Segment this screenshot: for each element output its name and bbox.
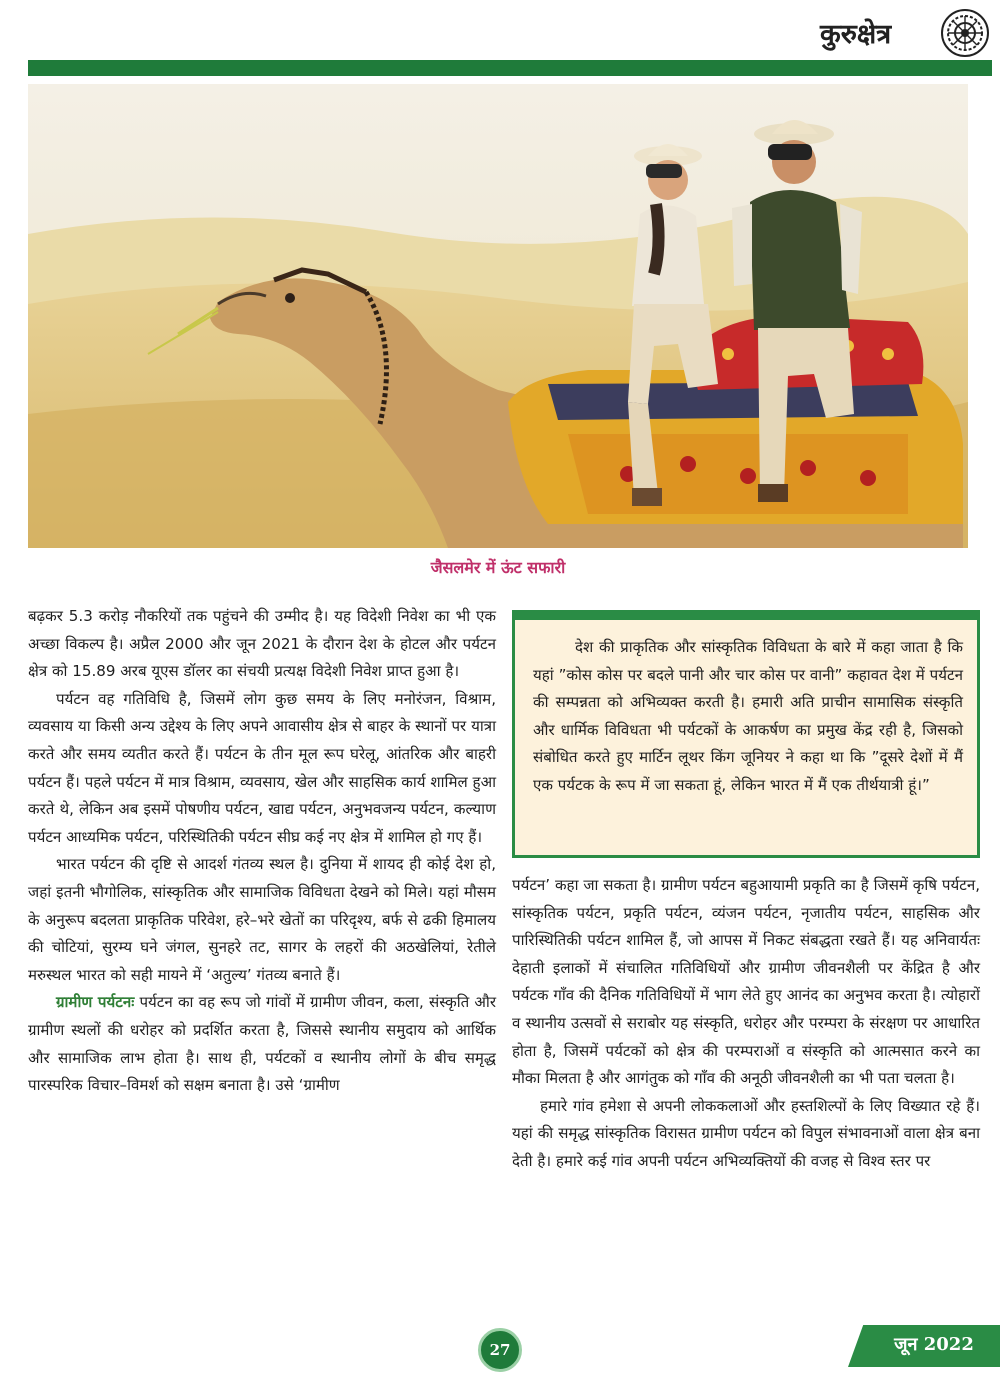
- header-green-rule: [28, 60, 992, 76]
- page-number: 27: [478, 1328, 522, 1372]
- dharma-wheel-emblem-icon: [940, 8, 990, 58]
- article-paragraph: हमारे गांव हमेशा से अपनी लोककलाओं और हस्तशिल्पों के लिए विख्यात रहे हैं। यहां की समृद्ध सांस्कृतिक विरासत ग्रामीण पर्यटन को विपुल संभावनाओं वाला क्षेत्र बना देती है। हमारे कई गांव अपनी पर्यटन अभिव्यक्तियों की वजह से विश्व स्तर पर: [512, 1096, 980, 1170]
- camel-safari-photo: [28, 84, 968, 548]
- article-paragraph: पर्यटन’ कहा जा सकता है। ग्रामीण पर्यटन बहुआयामी प्रकृति का है जिसमें कृषि पर्यटन, सांस्कृतिक पर्यटन, प्रकृति पर्यटन, व्यंजन पर्यटन, नृजातीय पर्यटन, साहसिक और पारिस्थितिकी पर्यटन शामिल हैं, जो आपस में निकट संबद्धता रखते हैं। यह अनिवार्यतः देहाती इलाकों में संचालित गतिविधियों और ग्रामीण जीवनशैली पर केंद्रित है और पर्यटक गाँव की दैनिक गतिविधियों में भाग लेते हुए आनंद का अनुभव करता है। त्योहारों व स्थानीय उत्सवों से सराबोर यह संस्कृति, धरोहर और परम्परा के संरक्षण पर आधारित होता है, जिसमें पर्यटकों को क्षेत्र की परम्पराओं व संस्कृति को आत्मसात करने का मौका मिलता है और आगंतुक को गाँव की अनूठी जीवनशैली का भी पता चलता है।: [512, 876, 980, 1088]
- article-paragraph: बढ़कर 5.3 करोड़ नौकरियों तक पहुंचने की उम्मीद है। यह विदेशी निवेश का भी एक अच्छा विकल्प है। अप्रैल 2000 और जून 2021 के दौरान देश के होटल और पर्यटन क्षेत्र को 15.89 अरब यूएस डॉलर का संचयी प्रत्यक्ष विदेशी निवेश प्राप्त हुआ है।: [28, 607, 496, 681]
- rural-tourism-paragraph: [28, 989, 496, 1099]
- rural-tourism-text: पर्यटन का वह रूप जो गांवों में ग्रामीण जीवन, कला, संस्कृति और ग्रामीण स्थलों की धरोहर को प्रदर्शित करता है, जिससे स्थानीय समुदाय को आर्थिक और सामाजिक लाभ होता है। साथ ही, पर्यटकों व स्थानीय लोगों के बीच समृद्ध पारस्परिक विचार–विमर्श को सक्षम बनाता है। उसे ‘ग्रामीण: [28, 993, 496, 1095]
- pull-quote-box: [512, 610, 980, 858]
- rural-tourism-heading: ग्रामीण पर्यटनः: [56, 993, 135, 1012]
- issue-date: जून 2022: [894, 1334, 974, 1355]
- article-paragraph: पर्यटन वह गतिविधि है, जिसमें लोग कुछ समय के लिए मनोरंजन, विश्राम, व्यवसाय या किसी अन्य उद्देश्य के लिए अपने आवासीय क्षेत्र से बाहर के स्थानों पर यात्रा करते और समय व्यतीत करते हैं। पर्यटन के तीन मूल रूप घरेलू, आंतरिक और बाहरी पर्यटन हैं। पहले पर्यटन में मात्र विश्राम, व्यवसाय, खेल और साहसिक कार्य शामिल हुआ करते थे, लेकिन अब इसमें पोषणीय पर्यटन, खाद्य पर्यटन, अनुभवजन्य पर्यटन, कल्याण पर्यटन आध्यमिक पर्यटन, परिस्थितिकी पर्यटन सीघ्र कई नए क्षेत्र में शामिल हो गए हैं।: [28, 689, 496, 846]
- article-paragraph: भारत पर्यटन की दृष्टि से आदर्श गंतव्य स्थल है। दुनिया में शायद ही कोई देश हो, जहां इतनी भौगोलिक, सांस्कृतिक और सामाजिक विविधता देखने को मिले। यहां मौसम के अनुरूप बदलता प्राकृतिक परिवेश, हरे–भरे खेतों का परिदृश्य, बर्फ से ढकी हिमालय की चोटियां, सुरम्य घने जंगल, सुनहरे तट, सागर के लहरों की अठखेलियां, रेतीले मरुस्थल भारत को सही मायने में ‘अतुल्य’ गंतव्य बनाते हैं।: [28, 855, 496, 984]
- pull-quote-text: देश की प्राकृतिक और सांस्कृतिक विविधता के बारे में कहा जाता है कि यहां ”कोस कोस पर बदले पानी और चार कोस पर वानी” कहावत देश में पर्यटन की सम्पन्नता को अभिव्यक्त करती है। हमारी अति प्राचीन सामासिक संस्कृति और धार्मिक विविधता भी पर्यटकों के आकर्षण का प्रमुख केंद्र रही है, जिसको संबोधित करते हुए मार्टिन लूथर किंग जूनियर ने कहा था कि ”दूसरे देशों में मैं एक पर्यटक के रूप में जा सकता हूं, लेकिन भारत में मैं एक तीर्थयात्री हूं।”: [533, 638, 963, 794]
- photo-caption: जैसलमेर में ऊंट सफारी: [430, 558, 566, 577]
- article-left-column: [28, 603, 496, 1323]
- magazine-title: कुरुक्षेत्र: [820, 19, 892, 50]
- article-right-column: [512, 872, 980, 1332]
